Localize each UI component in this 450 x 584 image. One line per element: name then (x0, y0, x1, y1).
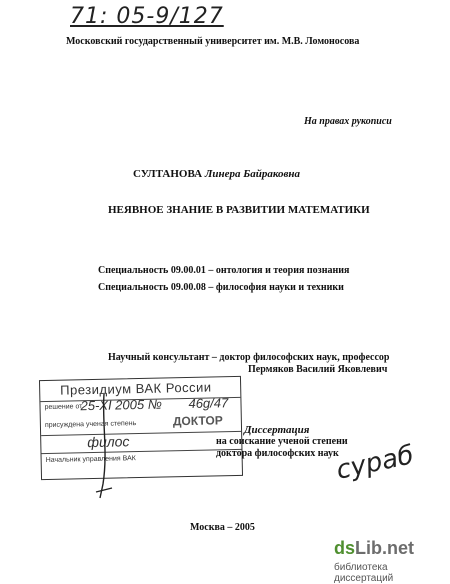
specialty-2: Специальность 09.00.08 – философия науки и техники (98, 282, 344, 293)
author-surname: СУЛТАНОВА (133, 168, 203, 180)
stamp-awarded-label: присуждена ученая степень (44, 420, 137, 430)
university-name: Московский государственный университет им. М.В. Ломоносова (66, 36, 360, 47)
stamp-number-handwritten: 46g/47 (188, 395, 229, 411)
author-given-names: Линера Байраковна (204, 168, 300, 180)
city-year: Москва – 2005 (190, 522, 255, 533)
stamp-science-handwritten: филос (87, 433, 130, 451)
dslib-watermark (334, 538, 442, 584)
pen-mark-icon (90, 392, 120, 502)
stamp-header: Президиум ВАК России (60, 379, 212, 398)
stamp-decision-label: решение от (44, 403, 83, 412)
specialty-1: Специальность 09.00.01 – онтология и теория познания (98, 265, 350, 276)
stamp-date-handwritten: 25-XI 2005 № (80, 396, 162, 414)
watermark-caption: библиотека диссертаций (334, 562, 394, 584)
vak-stamp (39, 376, 243, 480)
author-name (133, 168, 300, 180)
manuscript-rights: На правах рукописи (304, 116, 392, 127)
dslib-logo: dsLib.net (334, 538, 415, 558)
handwritten-archive-number: 71: 05-9/127 (70, 4, 224, 29)
dissertation-title: НЕЯВНОЕ ЗНАНИЕ В РАЗВИТИИ МАТЕМАТИКИ (108, 204, 370, 216)
document-type: Диссертация (244, 424, 310, 436)
signature: сураб (333, 440, 417, 486)
consultant-name: Пермяков Василий Яковлевич (248, 364, 388, 375)
stamp-degree-handwritten: ДОКТОР (172, 413, 223, 429)
consultant-line: Научный консультант – доктор философских наук, профессор (108, 352, 390, 363)
degree-line-1: на соискание ученой степени (216, 436, 348, 447)
stamp-head-label: Начальник управления ВАК (45, 455, 136, 465)
degree-line-2: доктора философских наук (216, 448, 339, 459)
